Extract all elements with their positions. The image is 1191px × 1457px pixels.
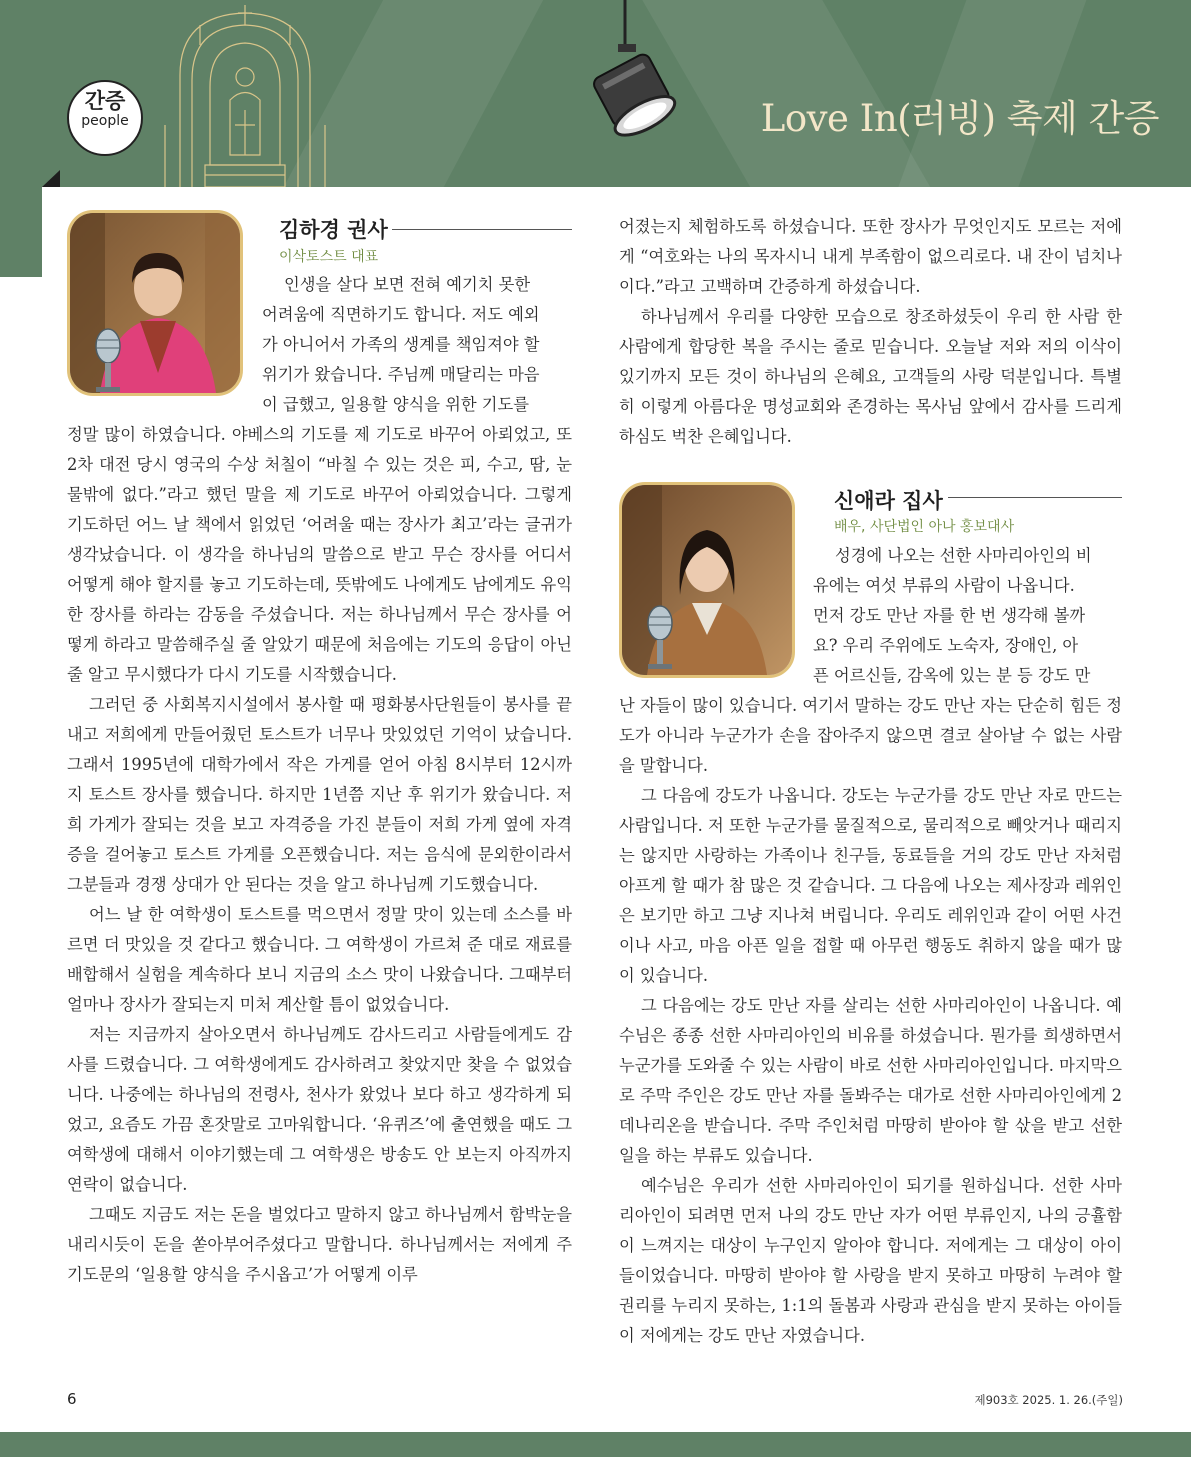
speaker-name-2: 신애라 집사: [834, 489, 943, 513]
paragraph: 그러던 중 사회복지시설에서 봉사할 때 평화봉사단원들이 봉사를 끝내고 저희에게 만들어줬던 토스트가 너무나 맛있었던 기억이 났습니다. 그래서 1995년에 대학가에서 작은 가게를 얻어 아침 8시부터 12시까지 토스트 장사를 했습니다. 하지만 1년쯤 지난 후 위기가 왔습니다. 저희 가게가 잘되는 것을 보고 자격증을 가진 분들이 저희 가게 옆에 자격증을 걸어놓고 토스트 가게를 오픈했습니다. 저는 음식에 문외한이라서 그분들과 경쟁 상대가 안 된다는 것을 알고 하나님께 기도했습니다.: [67, 695, 572, 894]
paragraph: 정말 많이 하였습니다. 야베스의 기도를 제 기도로 바꾸어 아뢰었고, 또 2차 대전 당시 영국의 수상 처칠이 “바칠 수 있는 것은 피, 수고, 땀, 눈물밖에 없다.”라고 했던 말을 제 기도로 바꾸어 아뢰었습니다. 그렇게 기도하던 어느 날 책에서 읽었던 ‘어려울 때는 장사가 최고’라는 글귀가 생각났습니다. 이 생각을 하나님의 말씀으로 받고 무슨 장사를 어디서 어떻게 해야 할지를 놓고 기도하는데, 뜻밖에도 나에게도 남에게도 유익한 장사를 하라는 감동을 주셨습니다. 저는 하나님께서 무슨 장사를 어떻게 하라고 말씀해주실 줄 알았기 때문에 처음에는 기도의 응답이 아닌 줄 알고 무시했다가 다시 기도를 시작했습니다.: [67, 425, 572, 684]
article2-wrap-text: [813, 541, 1122, 691]
paragraph: 그 다음에는 강도 만난 자를 살리는 선한 사마리아인이 나옵니다. 예수님은 종종 선한 사마리아인의 비유를 하셨습니다. 뭔가를 희생하면서 누군가를 도와줄 수 있는 사람이 바로 선한 사마리아인입니다. 마지막으로 주막 주인은 강도 만난 자를 돌봐주는 대가로 선한 사마리아인에게 2데나리온을 받습니다. 주막 주인처럼 마땅히 받아야 할 삯을 받고 선한 일을 하는 부류도 있습니다.: [619, 996, 1122, 1165]
name-rule-1: [392, 229, 572, 230]
microphone-icon: [88, 328, 128, 393]
paragraph: 어느 날 한 여학생이 토스트를 먹으면서 정말 맛이 있는데 소스를 바르면 더 맛있을 것 같다고 했습니다. 그 여학생이 가르쳐 준 대로 재료를 배합해서 실험을 계속하다 보니 지금의 소스 맛이 나왔습니다. 그때부터 얼마나 장사가 잘되는지 미처 계산할 틈이 없었습니다.: [67, 905, 572, 1014]
text-line: 요? 우리 주위에도 노숙자, 장애인, 아: [813, 636, 1079, 655]
page-number: 6: [67, 1390, 77, 1408]
text-line: 이 급했고, 일용할 양식을 위한 기도를: [262, 395, 529, 414]
microphone-icon: [640, 605, 680, 670]
text-line: 인생을 살다 보면 전혀 예기치 못한: [284, 275, 531, 294]
issue-info: 제903호 2025. 1. 26.(주일): [974, 1393, 1123, 1407]
text-line: 어려움에 직면하기도 합니다. 저도 예외: [262, 305, 540, 324]
article1-continued: [619, 212, 1122, 452]
photo-shin-aera: [619, 482, 795, 678]
section-sub: people: [81, 113, 129, 129]
name-rule-2: [948, 497, 1122, 498]
page-title: Love In(러빙) 축제 간증: [760, 97, 1159, 140]
text-line: 가 아니어서 가족의 생계를 책임져야 할: [262, 335, 540, 354]
footer-bar: [0, 1432, 1191, 1457]
text-line: 픈 어르신들, 감옥에 있는 분 등 강도 만: [813, 666, 1091, 685]
speaker-role-2: 배우, 사단법인 아나 홍보대사: [834, 519, 1015, 535]
article1-body: [67, 420, 572, 1290]
paragraph: 예수님은 우리가 선한 사마리아인이 되기를 원하십니다. 선한 사마리아인이 되려면 먼저 나의 강도 만난 자가 어떤 부류인지, 나의 긍휼함이 느껴지는 대상이 누구인지 알아야 합니다. 저에게는 그 대상이 아이들이었습니다. 마땅히 받아야 할 사랑을 받지 못하고 마땅히 누려야 할 권리를 누리지 못하는, 1:1의 돌봄과 사랑과 관심을 받지 못하는 아이들이 저에게는 강도 만난 자였습니다.: [619, 1176, 1122, 1345]
section-label: 간증: [84, 89, 126, 113]
text-line: 유에는 여섯 부류의 사람이 나옵니다.: [813, 576, 1075, 595]
article2-body: [619, 691, 1122, 1351]
text-line: 먼저 강도 만난 자를 한 번 생각해 볼까: [813, 606, 1086, 625]
paragraph: 하나님께서 우리를 다양한 모습으로 창조하셨듯이 우리 한 사람 한 사람에게 합당한 복을 주시는 줄로 믿습니다. 오늘날 저와 저의 이삭이 있기까지 모든 것이 하나님의 은혜요, 고객들의 사랑 덕분입니다. 특별히 이렇게 아름다운 명성교회와 존경하는 목사님 앞에서 감사를 드리게 하심도 벅찬 은혜입니다.: [619, 307, 1122, 446]
paragraph: 어졌는지 체험하도록 하셨습니다. 또한 장사가 무엇인지도 모르는 저에게 “여호와는 나의 목자시니 내게 부족함이 없으리로다. 내 잔이 넘치나이다.”라고 고백하며 간증하게 하셨습니다.: [619, 217, 1122, 296]
paragraph: 그 다음에 강도가 나옵니다. 강도는 누군가를 강도 만난 자로 만드는 사람입니다. 저 또한 누군가를 물질적으로, 물리적으로 빼앗거나 때리지는 않지만 사랑하는 가족이나 친구들, 동료들을 거의 강도 만난 자처럼 아프게 할 때가 참 많은 것 같습니다. 그 다음에 나오는 제사장과 레위인은 보기만 하고 그냥 지나쳐 버립니다. 우리도 레위인과 같이 어떤 사건이나 사고, 마음 아픈 일을 접할 때 아무런 행동도 취하지 않을 때가 많이 있습니다.: [619, 786, 1122, 985]
photo-kim-hakyung: [67, 210, 243, 396]
church-window-icon: [160, 5, 330, 187]
speaker-role-1: 이삭토스트 대표: [279, 249, 379, 265]
article1-wrap-text: [262, 270, 572, 420]
speaker-name-1: 김하경 권사: [279, 218, 388, 242]
text-line: 성경에 나오는 선한 사마리아인의 비: [835, 546, 1092, 565]
section-badge: [67, 80, 143, 156]
paragraph: 그때도 지금도 저는 돈을 벌었다고 말하지 않고 하나님께서 함박눈을 내리시듯이 돈을 쏟아부어주셨다고 말합니다. 하나님께서는 저에게 주기도문의 ‘일용할 양식을 주시옵고’가 어떻게 이루: [67, 1205, 572, 1284]
paragraph: 난 자들이 많이 있습니다. 여기서 말하는 강도 만난 자는 단순히 힘든 정도가 아니라 누군가가 손을 잡아주지 않으면 결코 살아날 수 없는 사람을 말합니다.: [619, 696, 1122, 775]
corner-notch: [42, 170, 60, 187]
left-accent-bar: [0, 187, 42, 277]
paragraph: 저는 지금까지 살아오면서 하나님께도 감사드리고 사람들에게도 감사를 드렸습니다. 그 여학생에게도 감사하려고 찾았지만 찾을 수 없었습니다. 나중에는 하나님의 전령사, 천사가 왔었나 보다 하고 생각하게 되었고, 요즘도 가끔 혼잣말로 고마워합니다. ‘유퀴즈’에 출연했을 때도 그 여학생에 대해서 이야기했는데 그 여학생은 방송도 안 보는지 아직까지 연락이 없습니다.: [67, 1025, 572, 1194]
text-line: 위기가 왔습니다. 주님께 매달리는 마음: [262, 365, 540, 384]
spotlight-icon: [585, 0, 695, 150]
